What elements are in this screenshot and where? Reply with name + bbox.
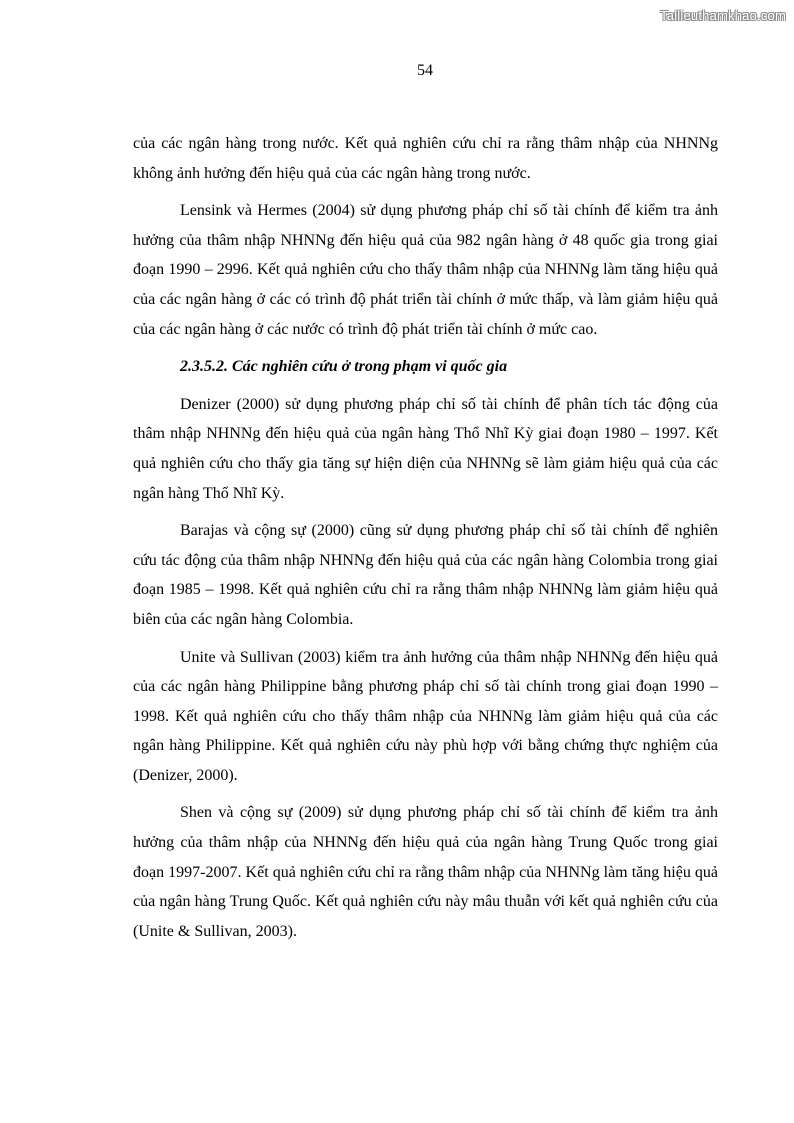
body-text: [133, 129, 718, 954]
watermark: Tailieuthamkhao.com: [660, 8, 786, 23]
page-number: 54: [417, 62, 433, 79]
section-heading: 2.3.5.2. Các nghiên cứu ở trong phạm vi quốc gia: [180, 358, 508, 376]
paragraph-denizer: Denizer (2000) sử dụng phương pháp chỉ số tài chính để phân tích tác động của thâm nhập NHNNg đến hiệu quả của ngân hàng Thổ Nhĩ Kỳ giai đoạn 1980 – 1997. Kết quả nghiên cứu cho thấy gia tăng sự hiện diện của NHNNg sẽ làm giảm hiệu quả của các ngân hàng Thổ Nhĩ Kỳ.: [133, 395, 718, 502]
paragraph-lensink-hermes: Lensink và Hermes (2004) sử dụng phương pháp chỉ số tài chính để kiểm tra ảnh hưởng của thâm nhập NHNNg đến hiệu quả của 982 ngân hàng ở 48 quốc gia trong giai đoạn 1990 – 2996. Kết quả nghiên cứu cho thấy thâm nhập của NHNNg làm tăng hiệu quả của các ngân hàng ở các có trình độ phát triển tài chính ở mức thấp, và làm giảm hiệu quả của các ngân hàng ở các nước có trình độ phát triển tài chính ở mức cao.: [133, 202, 718, 338]
paragraph-unite-sullivan: Unite và Sullivan (2003) kiểm tra ảnh hưởng của thâm nhập NHNNg đến hiệu quả của các ngân hàng Philippine bằng phương pháp chỉ số tài chính trong giai đoạn 1990 – 1998. Kết quả nghiên cứu cho thấy thâm nhập của NHNNg làm giảm hiệu quả của các ngân hàng Philippine. Kết quả nghiên cứu này phù hợp với bằng chứng thực nghiệm của (Denizer, 2000).: [133, 648, 718, 784]
paragraph-continuation: của các ngân hàng trong nước. Kết quả nghiên cứu chỉ ra rằng thâm nhập của NHNNg không ảnh hưởng đến hiệu quả của các ngân hàng trong nước.: [133, 135, 718, 182]
paragraph-barajas: Barajas và cộng sự (2000) cũng sử dụng phương pháp chỉ số tài chính để nghiên cứu tác động của thâm nhập NHNNg đến hiệu quả của các ngân hàng Colombia trong giai đoạn 1985 – 1998. Kết quả nghiên cứu chỉ ra rằng thâm nhập NHNNg làm giảm hiệu quả biên của các ngân hàng Colombia.: [133, 522, 718, 628]
paragraph-shen: Shen và cộng sự (2009) sử dụng phương pháp chỉ số tài chính để kiểm tra ảnh hưởng của thâm nhập của NHNNg đến hiệu quả của ngân hàng Trung Quốc trong giai đoạn 1997-2007. Kết quả nghiên cứu chỉ ra rằng thâm nhập của NHNNg làm tăng hiệu quả của ngân hàng Trung Quốc. Kết quả nghiên cứu này mâu thuẫn với kết quả nghiên cứu của (Unite & Sullivan, 2003).: [133, 804, 718, 940]
